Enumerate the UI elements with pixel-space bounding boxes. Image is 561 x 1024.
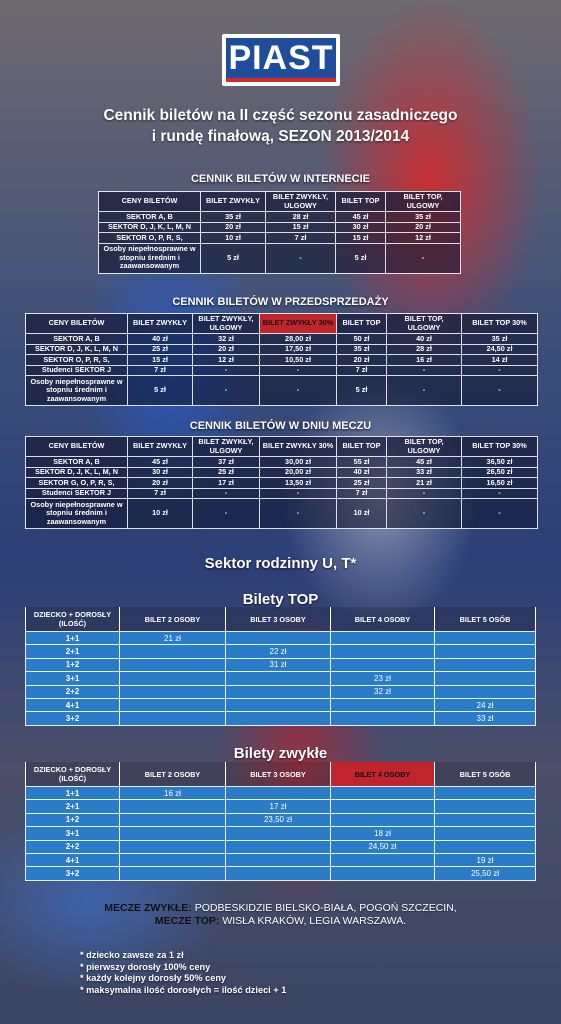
column-header: BILET TOP, ULGOWY: [386, 192, 461, 212]
price-cell: 35 zł: [462, 334, 538, 345]
column-header: BILET ZWYKŁY, ULGOWY: [266, 192, 336, 212]
footnotes: [80, 950, 286, 996]
page-title-line1: Cennik biletów na II część sezonu zasadniczego: [103, 107, 458, 124]
price-cell: [226, 698, 331, 711]
column-header: DZIECKO + DOROSŁY (ILOŚĆ): [26, 607, 120, 632]
price-cell: -: [193, 365, 260, 376]
price-cell: 7 zł: [337, 365, 387, 376]
row-label: 4+1: [26, 853, 120, 866]
footnote: * dziecko zawsze za 1 zł: [80, 950, 184, 960]
row-label: SEKTOR A, B: [99, 212, 201, 223]
row-label: SEKTOR D, J, K, L, M, N: [26, 467, 128, 478]
price-cell: 17 zł: [226, 800, 331, 813]
price-cell: [120, 827, 226, 840]
table-row: [26, 813, 536, 826]
row-label: Osoby niepełnosprawne w stopniu średnim i zaawansowanym: [99, 243, 201, 273]
row-label: 1+2: [26, 813, 120, 826]
price-cell: [331, 712, 435, 725]
price-cell: 45 zł: [128, 457, 193, 468]
price-cell: 30 zł: [128, 467, 193, 478]
price-cell: [226, 672, 331, 685]
price-cell: 45 zł: [387, 457, 462, 468]
table-row: [26, 365, 538, 376]
price-cell: -: [193, 499, 260, 529]
price-cell: 16 zł: [120, 787, 226, 800]
price-cell: 16,50 zł: [462, 478, 538, 489]
column-header: BILET TOP, ULGOWY: [387, 437, 462, 457]
price-cell: 14 zł: [462, 355, 538, 366]
row-label: 3+1: [26, 672, 120, 685]
price-cell: 15 zł: [336, 233, 386, 244]
table-row: [26, 355, 538, 366]
price-cell: 5 zł: [201, 243, 266, 273]
column-header: BILET ZWYKŁY 30%: [260, 437, 337, 457]
price-cell: -: [387, 488, 462, 499]
price-cell: [226, 632, 331, 645]
table-row: [99, 212, 461, 223]
price-cell: 20,00 zł: [260, 467, 337, 478]
price-cell: [435, 632, 536, 645]
header-row: [26, 607, 536, 632]
column-header: BILET ZWYKŁY 30%: [260, 314, 337, 334]
presale-heading: CENNIK BILETÓW W PRZEDSPRZEDAŻY: [172, 296, 389, 308]
row-label: Studenci SEKTOR J: [26, 488, 128, 499]
table-row: [26, 645, 536, 658]
table-row: [26, 685, 536, 698]
column-header: BILET TOP, ULGOWY: [387, 314, 462, 334]
table-row: [26, 672, 536, 685]
row-label: 3+2: [26, 867, 120, 880]
price-cell: 45 zł: [336, 212, 386, 223]
row-label: 3+2: [26, 712, 120, 725]
column-header: BILET 4 OSOBY: [331, 607, 435, 632]
price-cell: 50 zł: [337, 334, 387, 345]
column-header: CENY BILETÓW: [26, 314, 128, 334]
price-cell: 33 zł: [435, 712, 536, 725]
table-row: [26, 827, 536, 840]
price-cell: 25 zł: [337, 478, 387, 489]
regular-matches-label: MECZE ZWYKŁE:: [104, 902, 192, 914]
row-label: 1+2: [26, 658, 120, 671]
table-row: [26, 376, 538, 406]
table-row: [26, 478, 538, 489]
row-label: 3+1: [26, 827, 120, 840]
header-row: [26, 762, 536, 787]
price-cell: [435, 827, 536, 840]
price-cell: -: [462, 499, 538, 529]
price-cell: 30 zł: [336, 222, 386, 233]
row-label: Studenci SEKTOR J: [26, 365, 128, 376]
price-cell: [120, 813, 226, 826]
column-header: DZIECKO + DOROSŁY (ILOŚĆ): [26, 762, 120, 787]
top-matches-line: [0, 915, 561, 928]
internet-price-table: [98, 191, 461, 274]
price-cell: 24,50 zł: [331, 840, 435, 853]
top-tickets-heading: Bilety TOP: [242, 591, 319, 608]
price-cell: -: [260, 365, 337, 376]
regular-matches-line: [0, 902, 561, 915]
price-cell: [226, 787, 331, 800]
price-cell: [226, 827, 331, 840]
price-cell: [226, 867, 331, 880]
header-row: [26, 314, 538, 334]
table-row: [26, 787, 536, 800]
price-cell: [120, 685, 226, 698]
footnote: * każdy kolejny dorosły 50% ceny: [80, 973, 227, 983]
price-cell: -: [386, 243, 461, 273]
header-row: [99, 192, 461, 212]
price-cell: [120, 672, 226, 685]
column-header: BILET TOP: [337, 314, 387, 334]
price-cell: 21 zł: [387, 478, 462, 489]
column-header: BILET ZWYKŁY, ULGOWY: [193, 437, 260, 457]
price-cell: 20 zł: [201, 222, 266, 233]
price-cell: 20 zł: [386, 222, 461, 233]
table-row: [26, 467, 538, 478]
row-label: SEKTOR O, P, R, S,: [26, 355, 128, 366]
price-cell: -: [193, 488, 260, 499]
logo-text: PIAST: [226, 38, 336, 82]
top-family-table: [25, 607, 536, 726]
matches-info: [0, 902, 561, 928]
column-header: BILET ZWYKŁY, ULGOWY: [193, 314, 260, 334]
row-label: 2+2: [26, 685, 120, 698]
price-cell: 24,50 zł: [462, 344, 538, 355]
price-cell: 40 zł: [337, 467, 387, 478]
price-cell: 33 zł: [387, 467, 462, 478]
price-cell: [226, 853, 331, 866]
price-cell: [120, 645, 226, 658]
price-cell: [435, 685, 536, 698]
price-cell: 20 zł: [337, 355, 387, 366]
price-cell: [435, 800, 536, 813]
row-label: 2+1: [26, 800, 120, 813]
price-cell: -: [193, 376, 260, 406]
table-row: [26, 632, 536, 645]
table-row: [26, 488, 538, 499]
price-cell: 17 zł: [193, 478, 260, 489]
table-row: [26, 658, 536, 671]
price-cell: [331, 800, 435, 813]
price-cell: [226, 685, 331, 698]
row-label: Osoby niepełnosprawne w stopniu średnim i zaawansowanym: [26, 499, 128, 529]
price-cell: 7 zł: [337, 488, 387, 499]
price-cell: 20 zł: [193, 344, 260, 355]
price-cell: 21 zł: [120, 632, 226, 645]
price-cell: [120, 698, 226, 711]
price-cell: -: [260, 499, 337, 529]
price-cell: 40 zł: [387, 334, 462, 345]
price-cell: -: [387, 499, 462, 529]
price-cell: -: [387, 376, 462, 406]
top-matches-text: WISŁA KRAKÓW, LEGIA WARSZAWA.: [219, 915, 407, 927]
price-cell: [331, 658, 435, 671]
price-cell: 25,50 zł: [435, 867, 536, 880]
price-cell: -: [260, 488, 337, 499]
table-row: [26, 499, 538, 529]
price-cell: 23 zł: [331, 672, 435, 685]
row-label: SEKTOR G, O, P, R, S,: [26, 478, 128, 489]
price-cell: 5 zł: [128, 376, 193, 406]
price-cell: [435, 813, 536, 826]
price-cell: 22 zł: [226, 645, 331, 658]
price-cell: -: [387, 365, 462, 376]
row-label: SEKTOR D, J, K, L, M, N: [26, 344, 128, 355]
header-row: [26, 437, 538, 457]
price-cell: [331, 867, 435, 880]
footnote: * pierwszy dorosły 100% ceny: [80, 961, 211, 972]
table-row: [99, 243, 461, 273]
price-cell: -: [260, 376, 337, 406]
price-cell: -: [462, 488, 538, 499]
column-header: BILET TOP: [337, 437, 387, 457]
price-cell: 35 zł: [337, 344, 387, 355]
top-matches-label: MECZE TOP:: [154, 915, 220, 927]
price-cell: 23,50 zł: [226, 813, 331, 826]
price-cell: [226, 840, 331, 853]
row-label: 4+1: [26, 698, 120, 711]
column-header: BILET 2 OSOBY: [120, 607, 226, 632]
family-sector-heading: Sektor rodzinny U, T*: [204, 555, 357, 572]
price-cell: 40 zł: [128, 334, 193, 345]
table-row: [26, 344, 538, 355]
page-title-line2: i rundę finałową, SEZON 2013/2014: [151, 128, 410, 145]
table-row: [26, 853, 536, 866]
price-cell: [331, 787, 435, 800]
price-cell: 35 zł: [386, 212, 461, 223]
column-header: BILET ZWYKŁY: [128, 437, 193, 457]
row-label: Osoby niepełnosprawne w stopniu średnim i zaawansowanym: [26, 376, 128, 406]
column-header: BILET 3 OSOBY: [226, 607, 331, 632]
price-cell: 28 zł: [266, 212, 336, 223]
price-cell: [331, 698, 435, 711]
price-cell: [120, 800, 226, 813]
price-cell: 26,50 zł: [462, 467, 538, 478]
regular-tickets-heading: Bilety zwykłe: [233, 745, 328, 762]
table-row: [26, 698, 536, 711]
table-row: [99, 233, 461, 244]
row-label: SEKTOR O, P, R, S,: [99, 233, 201, 244]
column-header: BILET 3 OSOBY: [226, 762, 331, 787]
price-cell: [331, 853, 435, 866]
price-cell: [435, 672, 536, 685]
table-row: [26, 840, 536, 853]
column-header: BILET ZWYKŁY: [201, 192, 266, 212]
table-row: [26, 334, 538, 345]
price-cell: 32 zł: [331, 685, 435, 698]
row-label: SEKTOR D, J, K, L, M, N: [99, 222, 201, 233]
price-cell: 18 zł: [331, 827, 435, 840]
regular-matches-text: PODBESKIDZIE BIELSKO-BIAŁA, POGOŃ SZCZECIN,: [191, 902, 457, 914]
price-cell: 15 zł: [128, 355, 193, 366]
footnote: * maksymalna ilość dorosłych = ilość dzieci + 1: [80, 984, 287, 995]
table-row: [26, 800, 536, 813]
price-cell: [331, 632, 435, 645]
price-cell: 25 zł: [193, 467, 260, 478]
price-cell: -: [462, 365, 538, 376]
price-cell: [120, 658, 226, 671]
column-header: CENY BILETÓW: [26, 437, 128, 457]
table-row: [26, 712, 536, 725]
column-header: BILET TOP 30%: [462, 437, 538, 457]
price-cell: 10,50 zł: [260, 355, 337, 366]
table-row: [26, 457, 538, 468]
column-header: BILET 2 OSOBY: [120, 762, 226, 787]
page-title: [0, 105, 561, 147]
table-row: [99, 222, 461, 233]
price-cell: [120, 840, 226, 853]
price-cell: 16 zł: [387, 355, 462, 366]
matchday-price-table: [25, 436, 538, 529]
presale-price-table: [25, 313, 538, 406]
row-label: SEKTOR A, B: [26, 457, 128, 468]
column-header: BILET 4 OSOBY: [331, 762, 435, 787]
price-cell: 5 zł: [337, 376, 387, 406]
column-header: BILET TOP 30%: [462, 314, 538, 334]
column-header: BILET TOP: [336, 192, 386, 212]
price-cell: 30,00 zł: [260, 457, 337, 468]
price-cell: 32 zł: [193, 334, 260, 345]
price-cell: -: [266, 243, 336, 273]
price-cell: 28,00 zł: [260, 334, 337, 345]
price-cell: 20 zł: [128, 478, 193, 489]
table-row: [26, 867, 536, 880]
internet-heading: CENNIK BILETÓW W INTERNECIE: [190, 173, 371, 185]
price-cell: 35 zł: [201, 212, 266, 223]
price-cell: [331, 645, 435, 658]
price-cell: 12 zł: [193, 355, 260, 366]
price-cell: [331, 813, 435, 826]
regular-family-table: [25, 762, 536, 881]
price-cell: 5 zł: [336, 243, 386, 273]
price-cell: [226, 712, 331, 725]
row-label: 1+1: [26, 632, 120, 645]
matchday-heading: CENNIK BILETÓW W DNIU MECZU: [189, 420, 372, 432]
row-label: SEKTOR A, B: [26, 334, 128, 345]
price-cell: 10 zł: [201, 233, 266, 244]
price-cell: 15 zł: [266, 222, 336, 233]
column-header: BILET ZWYKŁY: [128, 314, 193, 334]
price-cell: [435, 658, 536, 671]
price-cell: [120, 853, 226, 866]
price-cell: -: [462, 376, 538, 406]
price-cell: 10 zł: [337, 499, 387, 529]
price-cell: 13,50 zł: [260, 478, 337, 489]
row-label: 2+2: [26, 840, 120, 853]
price-cell: [120, 867, 226, 880]
row-label: 1+1: [26, 787, 120, 800]
piast-logo: [222, 34, 340, 86]
price-cell: 25 zł: [128, 344, 193, 355]
price-cell: [435, 787, 536, 800]
price-cell: 12 zł: [386, 233, 461, 244]
price-cell: 36,50 zł: [462, 457, 538, 468]
price-cell: 37 zł: [193, 457, 260, 468]
price-cell: 31 zł: [226, 658, 331, 671]
price-cell: 19 zł: [435, 853, 536, 866]
price-cell: 28 zł: [387, 344, 462, 355]
price-cell: 7 zł: [128, 488, 193, 499]
price-cell: 7 zł: [128, 365, 193, 376]
price-cell: [435, 645, 536, 658]
price-cell: 17,50 zł: [260, 344, 337, 355]
column-header: CENY BILETÓW: [99, 192, 201, 212]
price-cell: [120, 712, 226, 725]
row-label: 2+1: [26, 645, 120, 658]
price-cell: [435, 840, 536, 853]
column-header: BILET 5 OSÓB: [435, 762, 536, 787]
price-cell: 24 zł: [435, 698, 536, 711]
price-cell: 7 zł: [266, 233, 336, 244]
price-cell: 55 zł: [337, 457, 387, 468]
price-cell: 10 zł: [128, 499, 193, 529]
column-header: BILET 5 OSÓB: [435, 607, 536, 632]
